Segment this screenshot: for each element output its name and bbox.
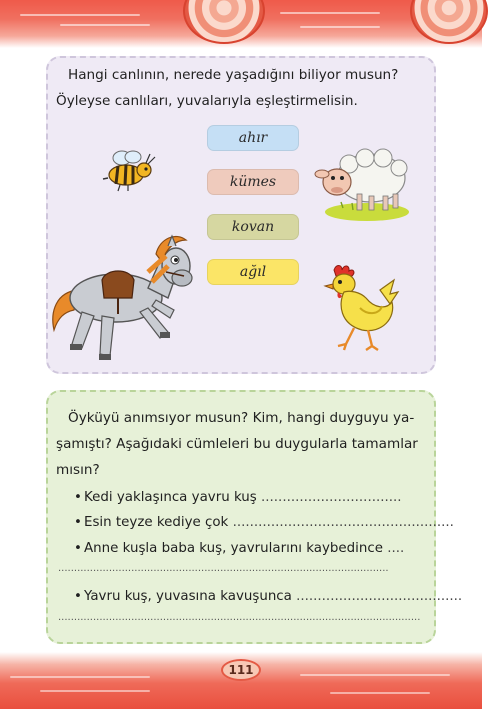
story-instruction-line-3: mısın? [56,462,100,478]
answer-blank[interactable]: ....................................... [296,589,463,604]
matching-instruction [56,62,428,114]
bullet: • [74,515,82,530]
answer-blank[interactable]: .... [387,541,405,556]
top-wood-border [0,0,482,48]
word-chip-agil[interactable]: ağıl [207,259,299,285]
sentence-text: Kedi yaklaşınca yavru kuş [84,490,257,505]
horse-icon[interactable] [48,232,198,364]
bullet: • [74,541,82,556]
sentence-2 [74,513,454,533]
story-instruction-line-1: Öyküyü anımsıyor musun? Kim, hangi duyguyu ya- [68,410,415,426]
wood-log-left [183,0,265,44]
wood-log-right [410,0,488,44]
answer-blank-continuation[interactable]: .................................................................................................................. [58,612,421,623]
bullet: • [74,490,82,505]
answer-blank[interactable]: ................................. [261,490,402,505]
story-instruction-line-2: şamıştı? Aşağıdaki cümleleri bu duygularla tamamlar [56,436,418,452]
sentence-1 [74,488,402,508]
sentence-text: Yavru kuş, yuvasına kavuşunca [84,589,292,604]
word-chip-ahir[interactable]: ahır [207,125,299,151]
answer-blank-continuation[interactable]: ........................................................................................................ [58,563,389,574]
word-chip-kovan[interactable]: kovan [207,214,299,240]
page-number: 111 [221,659,261,681]
instruction-line-2: Öyleyse canlıları, yuvalarıyla eşleştirmelisin. [56,93,358,109]
sentence-text: Anne kuşla baba kuş, yavrularını kaybedince [84,541,383,556]
bullet: • [74,589,82,604]
bee-icon[interactable] [100,148,158,193]
sheep-icon[interactable] [313,146,411,222]
answer-blank[interactable]: .................................................... [232,515,454,530]
word-chip-kumes[interactable]: kümes [207,169,299,195]
sentence-3 [74,539,404,559]
instruction-line-1: Hangi canlının, nerede yaşadığını biliyor musun? [68,67,399,83]
sentence-text: Esin teyze kediye çok [84,515,229,530]
sentence-4 [74,587,462,607]
story-instruction [56,405,430,483]
hen-icon[interactable] [320,262,400,354]
